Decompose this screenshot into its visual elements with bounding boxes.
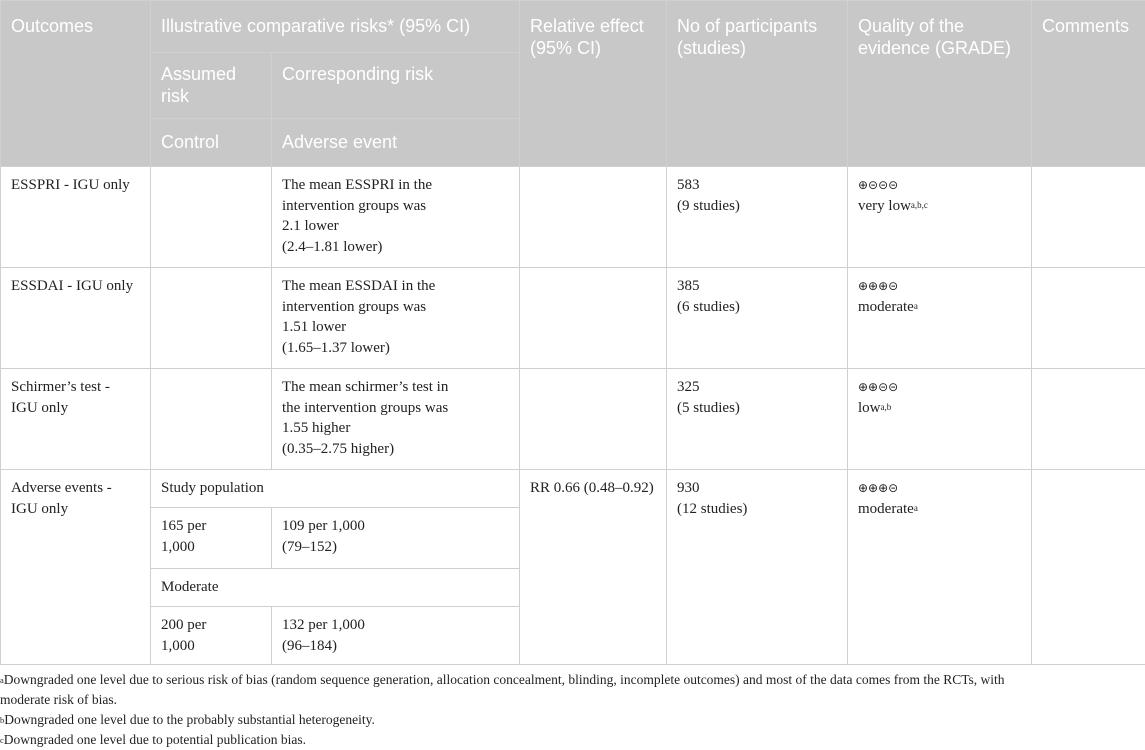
- table-row-essdai: [1, 268, 1145, 369]
- corresponding-risk-cell: The mean ESSDAI in the intervention groups was 1.51 lower (1.65–1.37 lower): [272, 268, 520, 369]
- header-assumed-risk: Assumed risk: [151, 53, 272, 119]
- comments-cell: [1032, 268, 1145, 369]
- footnote-a: $^a$Downgraded one level due to serious risk of bias (random sequence generation, allocation concealment, blinding, incomplete outcomes) and most of the data comes from the RCTs, with: [0, 672, 1005, 687]
- header-adverse-event: Adverse event: [272, 119, 520, 167]
- header-outcomes: Outcomes: [1, 1, 151, 167]
- corresponding-risk-cell: The mean ESSPRI in the intervention groups was 2.1 lower (2.4–1.81 lower): [272, 167, 520, 268]
- header-quality: Quality of the evidence (GRADE): [848, 1, 1032, 167]
- grade-symbols: ⊕⊕⊝⊝: [858, 380, 899, 394]
- table-row-esspri: [1, 167, 1145, 268]
- relative-effect-cell: RR 0.66 (0.48–0.92): [520, 470, 667, 665]
- footnote-c: $^c$Downgraded one level due to potential publication bias.: [0, 732, 306, 747]
- participants-cell: 325 (5 studies): [667, 369, 848, 470]
- table-footnotes: [0, 670, 1130, 750]
- relative-effect-cell: [520, 268, 667, 369]
- comments-cell: [1032, 369, 1145, 470]
- quality-cell: ⊕⊕⊝⊝ low$^{a,b}$: [848, 369, 1032, 470]
- table-row-adverse-events: [1, 470, 1145, 508]
- outcome-cell: Adverse events - IGU only: [1, 470, 151, 665]
- quality-cell: ⊕⊕⊕⊝ moderate$^a$: [848, 268, 1032, 369]
- table-row-schirmer: [1, 369, 1145, 470]
- relative-effect-cell: [520, 167, 667, 268]
- assumed-risk-cell: 200 per 1,000: [151, 607, 272, 665]
- grade-symbols: ⊕⊕⊕⊝: [858, 481, 899, 495]
- grade-symbols: ⊕⊕⊕⊝: [858, 279, 899, 293]
- participants-cell: 930 (12 studies): [667, 470, 848, 665]
- footnote-a-continued: moderate risk of bias.: [0, 692, 117, 707]
- comments-cell: [1032, 167, 1145, 268]
- header-control: Control: [151, 119, 272, 167]
- header-corresponding-risk: Corresponding risk: [272, 53, 520, 119]
- outcome-cell: Schirmer’s test - IGU only: [1, 369, 151, 470]
- corresponding-risk-cell: The mean schirmer’s test in the intervention groups was 1.55 higher (0.35–2.75 higher): [272, 369, 520, 470]
- grade-symbols: ⊕⊝⊝⊝: [858, 178, 899, 192]
- assumed-risk-cell: [151, 268, 272, 369]
- participants-cell: 385 (6 studies): [667, 268, 848, 369]
- assumed-risk-cell: [151, 369, 272, 470]
- assumed-risk-cell: 165 per 1,000: [151, 508, 272, 569]
- header-participants: No of participants (studies): [667, 1, 848, 167]
- corresponding-risk-cell: 109 per 1,000 (79–152): [272, 508, 520, 569]
- header-illustrative-risks: Illustrative comparative risks* (95% CI): [151, 1, 520, 53]
- participants-cell: 583 (9 studies): [667, 167, 848, 268]
- table-header: [1, 1, 1145, 167]
- assumed-risk-cell: [151, 167, 272, 268]
- study-population-label: Study population: [151, 470, 520, 508]
- outcome-cell: ESSPRI - IGU only: [1, 167, 151, 268]
- header-comments: Comments: [1032, 1, 1145, 167]
- corresponding-risk-cell: 132 per 1,000 (96–184): [272, 607, 520, 665]
- quality-cell: ⊕⊕⊕⊝ moderate$^a$: [848, 470, 1032, 665]
- moderate-label: Moderate: [151, 569, 520, 607]
- footnote-b: $^b$Downgraded one level due to the probably substantial heterogeneity.: [0, 712, 375, 727]
- header-relative-effect: Relative effect (95% CI): [520, 1, 667, 167]
- comments-cell: [1032, 470, 1145, 665]
- quality-cell: ⊕⊝⊝⊝ very low$^{a,b,c}$: [848, 167, 1032, 268]
- outcome-cell: ESSDAI - IGU only: [1, 268, 151, 369]
- relative-effect-cell: [520, 369, 667, 470]
